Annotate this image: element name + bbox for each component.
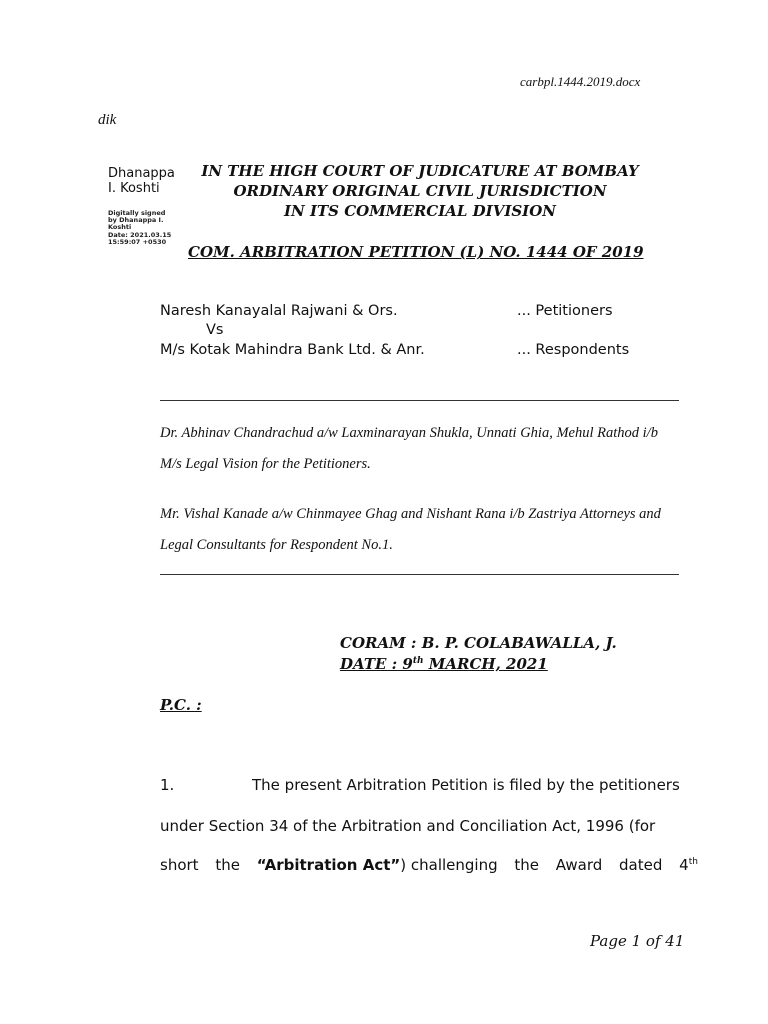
paragraph-line xyxy=(160,856,698,874)
order-date xyxy=(340,655,548,673)
coram-line: CORAM : B. P. COLABAWALLA, J. xyxy=(340,634,617,652)
versus-label: Vs xyxy=(206,322,224,338)
petitioner-role: ... Petitioners xyxy=(517,303,613,319)
respondent-role: ... Respondents xyxy=(517,342,630,358)
paragraph-number: 1. xyxy=(160,776,175,794)
court-name: IN THE HIGH COURT OF JUDICATURE AT BOMBAY xyxy=(201,162,639,180)
signature-detail-line: Digitally signed xyxy=(108,209,166,217)
paragraph-word: dated xyxy=(619,856,663,874)
signature-detail-line: Date: 2021.03.15 xyxy=(108,230,172,239)
paragraph-word: “Arbitration Act”) challenging xyxy=(256,856,498,874)
ordinal-suffix: th xyxy=(688,857,698,867)
signature-detail-line: 15:59:07 +0530 xyxy=(108,237,167,246)
file-reference: carbpl.1444.2019.docx xyxy=(520,74,641,89)
signer-name-line-2: I. Koshti xyxy=(108,181,160,196)
paragraph-word: short xyxy=(160,856,199,874)
date-suffix: MARCH, 2021 xyxy=(423,655,548,673)
divider xyxy=(160,400,679,401)
per-curiam-heading: P.C. : xyxy=(160,696,202,714)
signature-detail-line: Koshti xyxy=(108,223,132,232)
date-ordinal-suffix: th xyxy=(412,656,424,666)
signature-detail-line: by Dhanappa I. xyxy=(108,216,164,225)
divider xyxy=(160,574,679,575)
paragraph-word: 4th xyxy=(679,856,698,874)
case-title: COM. ARBITRATION PETITION (L) NO. 1444 OF 2019 xyxy=(188,243,644,261)
page-number: Page 1 of 41 xyxy=(590,932,685,950)
paragraph-line: The present Arbitration Petition is filed by the petitioners xyxy=(252,776,680,794)
respondent-name: M/s Kotak Mahindra Bank Ltd. & Anr. xyxy=(160,342,425,358)
petitioner-name: Naresh Kanayalal Rajwani & Ors. xyxy=(160,303,398,319)
counsel-for-respondent: Mr. Vishal Kanade a/w Chinmayee Ghag and Nishant Rana i/b Zastriya Attorneys and Legal Consultants for Respondent No.1. xyxy=(160,506,661,553)
court-jurisdiction: ORDINARY ORIGINAL CIVIL JURISDICTION xyxy=(233,182,607,200)
paragraph-word: Award xyxy=(555,856,603,874)
defined-term: “Arbitration Act” xyxy=(256,856,401,874)
signer-name-line-1: Dhanappa xyxy=(108,166,175,181)
court-division: IN ITS COMMERCIAL DIVISION xyxy=(284,202,556,220)
paragraph-word: the xyxy=(514,856,539,874)
paragraph-line: under Section 34 of the Arbitration and Conciliation Act, 1996 (for xyxy=(160,817,656,835)
date-prefix: DATE : 9 xyxy=(340,655,413,673)
counsel-for-petitioners: Dr. Abhinav Chandrachud a/w Laxminarayan Shukla, Unnati Ghia, Mehul Rathod i/b M/s Legal Vision for the Petitioners. xyxy=(160,425,658,472)
stenographer-initials: dik xyxy=(98,112,117,128)
paragraph-word: the xyxy=(215,856,240,874)
